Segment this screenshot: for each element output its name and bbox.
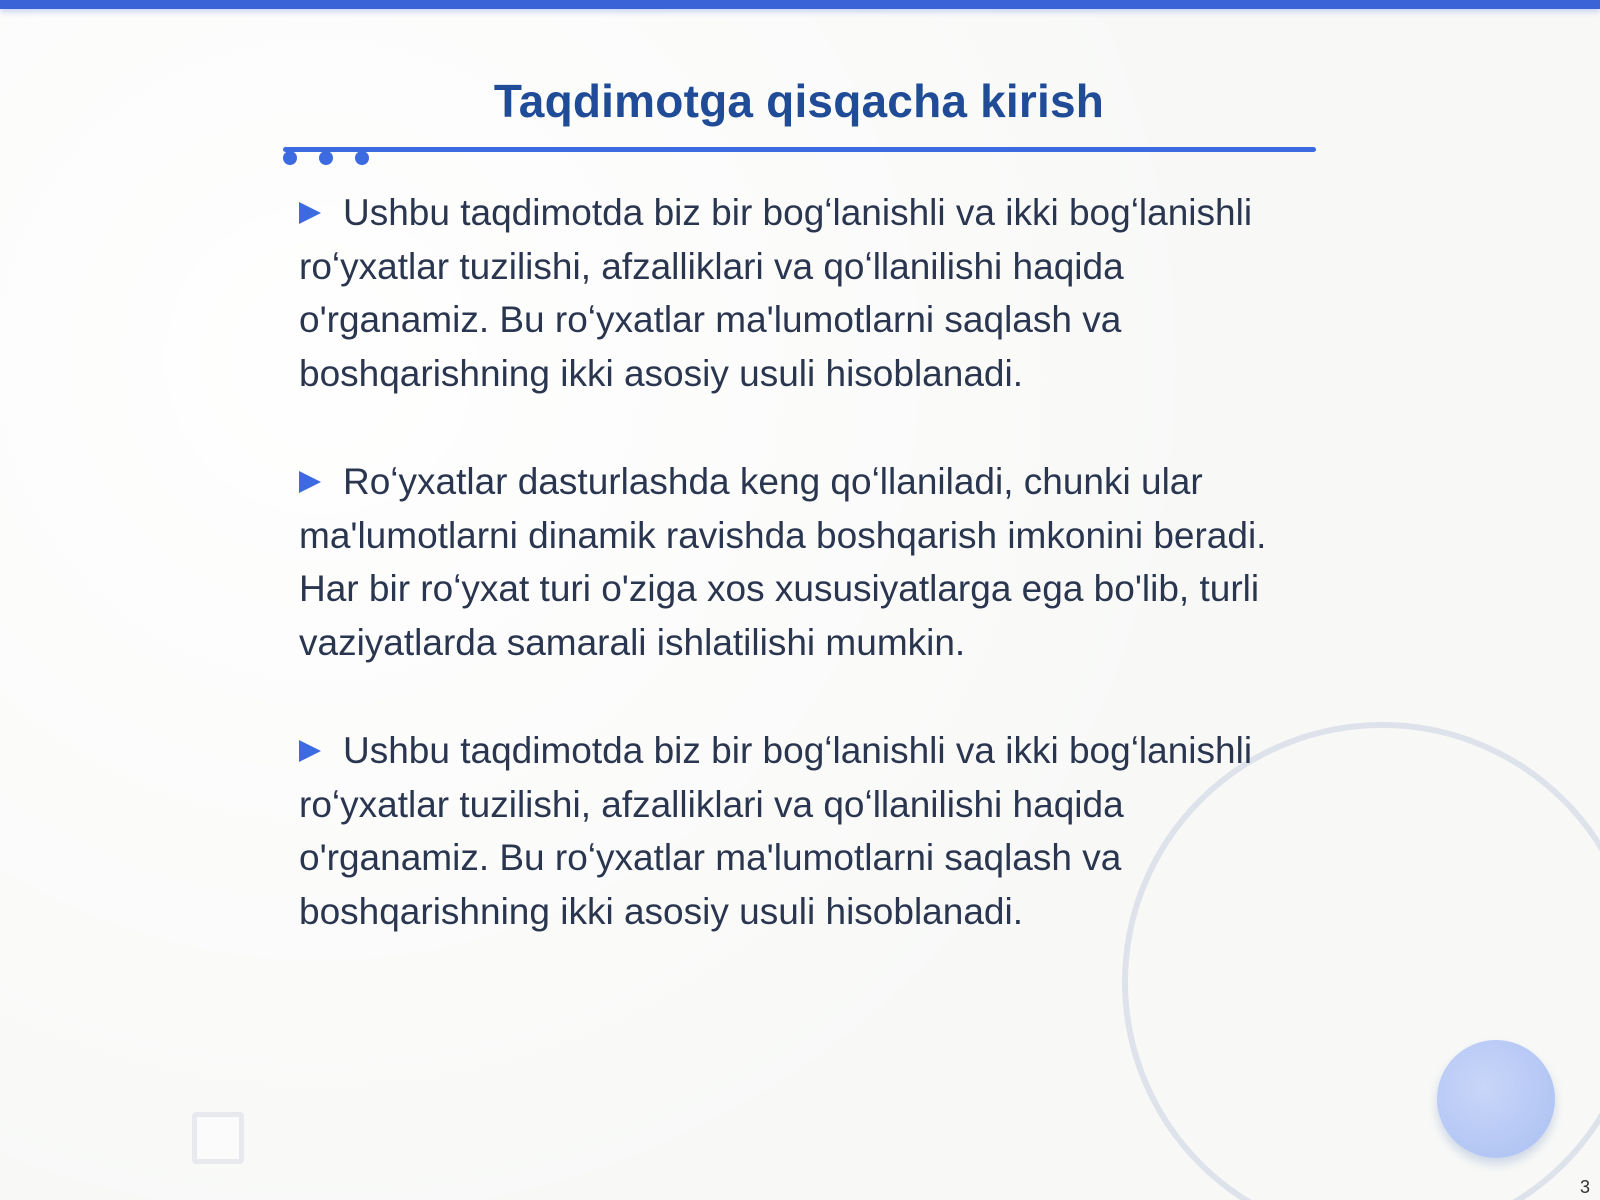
triangle-right-icon [299,471,321,493]
decorative-square [192,1112,244,1164]
bullet-list [299,186,1309,993]
decorative-dot [319,151,333,165]
bullet-text: Ushbu taqdimotda biz bir bogʻlanishli va ikki bogʻlanishli roʻyxatlar tuzilishi, afzalliklari va qoʻllanilishi haqida o'rganamiz. Bu roʻyxatlar ma'lumotlarni saqlash va boshqarishning ikki asosiy usuli hisoblanadi. [299,192,1253,394]
bullet-item [299,724,1309,938]
triangle-right-icon [299,202,321,224]
decorative-dot [283,151,297,165]
bullet-item [299,186,1309,400]
bullet-text: Roʻyxatlar dasturlashda keng qoʻllaniladi, chunki ular ma'lumotlarni dinamik ravishda boshqarish imkonini beradi. Har bir roʻyxat turi o'ziga xos xususiyatlarga ega bo'lib, turli vaziyatlarda samarali ishlatilishi mumkin. [299,461,1267,663]
top-accent-bar [0,0,1600,9]
decorative-circle [1437,1040,1555,1158]
title-underline [283,147,1316,152]
bullet-item [299,455,1309,669]
triangle-right-icon [299,740,321,762]
page-number: 3 [1579,1177,1590,1197]
decorative-dot [355,151,369,165]
bullet-text: Ushbu taqdimotda biz bir bogʻlanishli va ikki bogʻlanishli roʻyxatlar tuzilishi, afzalliklari va qoʻllanilishi haqida o'rganamiz. Bu roʻyxatlar ma'lumotlarni saqlash va boshqarishning ikki asosiy usuli hisoblanadi. [299,730,1253,932]
slide-title: Taqdimotga qisqacha kirish [493,75,1105,127]
